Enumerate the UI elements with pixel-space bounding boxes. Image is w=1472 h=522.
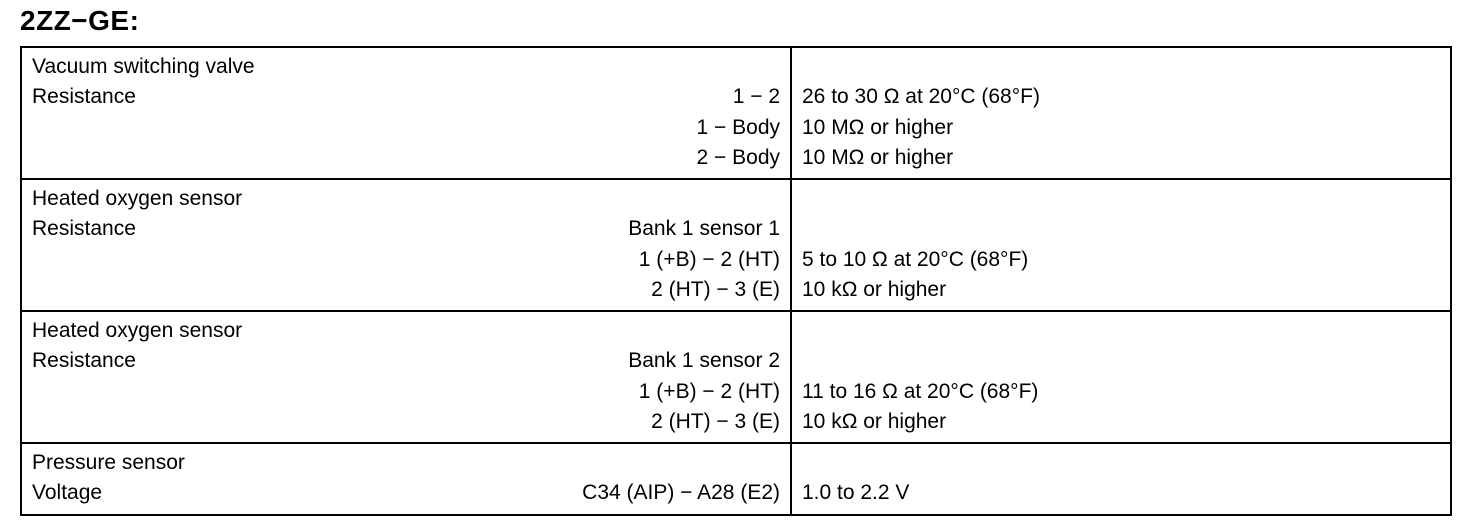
spec-value-cell [791,179,1451,311]
terminal-label: Bank 1 sensor 1 [628,217,780,241]
spec-line [32,478,780,508]
component-cell [21,311,791,443]
table-row [21,179,1451,311]
spec-line [32,377,780,407]
spec-value: 5 to 10 Ω at 20°C (68°F) [802,247,1029,271]
terminal-label: 1 − Body [696,115,780,139]
component-name-line [32,184,780,214]
component-name: Vacuum switching valve [32,55,255,78]
spec-line [32,245,780,275]
measurement-label: Resistance [32,85,136,109]
terminal-label: 2 − Body [696,145,780,169]
measurement-label: Resistance [32,349,136,373]
spec-value [802,346,1440,376]
table-row [21,443,1451,515]
spec-value: 10 kΩ or higher [802,409,947,433]
spec-line [32,407,780,437]
spec-line [32,143,780,173]
spec-value-cell [791,443,1451,515]
spec-value: 10 MΩ or higher [802,115,954,139]
spec-value [802,214,1440,244]
spec-value [802,184,1440,214]
spec-line [32,346,780,376]
page-title: 2ZZ−GE: [20,5,140,36]
component-name: Pressure sensor [32,451,185,474]
spec-line [32,113,780,143]
spec-table [20,46,1452,516]
spec-value: 1.0 to 2.2 V [802,481,910,505]
spec-value: 26 to 30 Ω at 20°C (68°F) [802,85,1040,109]
spec-value: 10 kΩ or higher [802,277,947,301]
component-cell [21,47,791,179]
component-cell [21,443,791,515]
table-row [21,47,1451,179]
spec-line [32,275,780,305]
measurement-label: Resistance [32,217,136,241]
measurement-label: Voltage [32,481,103,505]
spec-line [32,82,780,112]
spec-value [802,52,1440,82]
spec-line [32,214,780,244]
terminal-label: 2 (HT) − 3 (E) [651,277,780,301]
spec-value [802,448,1440,478]
spec-value: 11 to 16 Ω at 20°C (68°F) [802,379,1039,403]
terminal-label: C34 (AIP) − A28 (E2) [582,481,780,505]
component-cell [21,179,791,311]
spec-value-cell [791,47,1451,179]
spec-value-cell [791,311,1451,443]
table-row [21,311,1451,443]
component-name-line [32,52,780,82]
terminal-label: 1 (+B) − 2 (HT) [638,379,780,403]
component-name: Heated oxygen sensor [32,319,243,342]
component-name: Heated oxygen sensor [32,187,243,210]
terminal-label: 1 (+B) − 2 (HT) [638,247,780,271]
terminal-label: Bank 1 sensor 2 [628,349,780,373]
terminal-label: 1 − 2 [732,85,780,109]
terminal-label: 2 (HT) − 3 (E) [651,409,780,433]
spec-value: 10 MΩ or higher [802,145,954,169]
component-name-line [32,448,780,478]
component-name-line [32,316,780,346]
spec-value [802,316,1440,346]
